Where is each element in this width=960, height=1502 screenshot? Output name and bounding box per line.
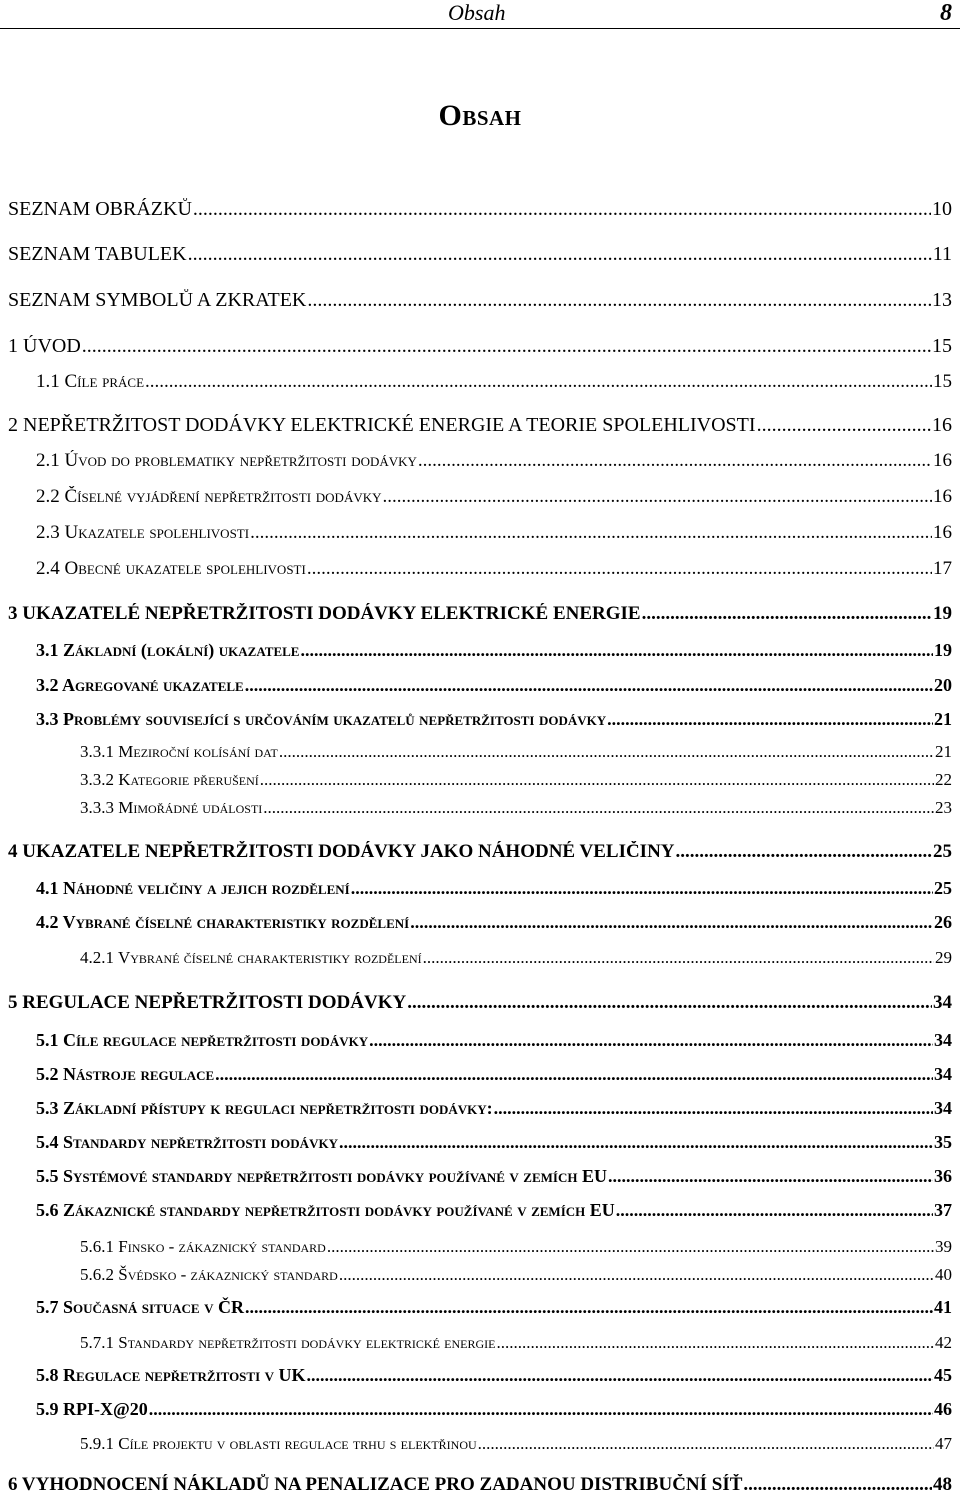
toc-entry-label: 5.8 Regulace nepřetržitosti v UK xyxy=(36,1365,306,1385)
toc-entry-label: 1.1 Cíle práce xyxy=(36,371,145,392)
toc-entry-page: 34 xyxy=(934,1064,952,1084)
toc-entry-label: 5.7.1 Standardy nepřetržitosti dodávky elektrické energie xyxy=(80,1333,496,1352)
toc-heading: Obsah xyxy=(438,99,522,132)
toc-entry-page: 34 xyxy=(933,992,952,1013)
toc-entry-label: 5.2 Nástroje regulace xyxy=(36,1064,215,1084)
toc-entry-label: 5.6 Zákaznické standardy nepřetržitosti dodávky používané v zemích EU xyxy=(36,1200,615,1220)
toc-entry[interactable] xyxy=(80,1434,952,1454)
toc-entry-page: 45 xyxy=(934,1365,952,1385)
toc-entry[interactable] xyxy=(8,414,952,437)
toc-entry-page: 34 xyxy=(934,1098,952,1118)
toc-entry[interactable] xyxy=(36,1132,952,1153)
toc-entry-page: 11 xyxy=(932,243,952,265)
toc-entry-label: 2.2 Číselné vyjádření nepřetržitosti dodávky xyxy=(36,486,382,507)
toc-entry[interactable] xyxy=(36,522,952,544)
toc-entry-label: 3.3.1 Meziroční kolísání dat xyxy=(80,742,278,761)
toc-entry[interactable] xyxy=(36,640,952,661)
toc-entry[interactable] xyxy=(36,675,952,696)
toc-entry-label: 5.7 Současná situace v ČR xyxy=(36,1297,244,1317)
toc-entry-page: 25 xyxy=(933,841,952,862)
toc-entry-page: 19 xyxy=(934,640,952,660)
toc-entry[interactable] xyxy=(36,1297,952,1318)
toc-entry[interactable] xyxy=(80,798,952,818)
toc-entry-page: 16 xyxy=(933,450,952,471)
toc-entry[interactable] xyxy=(36,1166,952,1187)
toc-entry[interactable] xyxy=(36,878,952,899)
toc-entry-page: 16 xyxy=(933,486,952,507)
toc-entry[interactable] xyxy=(8,335,952,358)
toc-entry-label: SEZNAM SYMBOLŮ A ZKRATEK xyxy=(8,289,307,311)
toc-entry-label: 5.9 RPI-X@20 xyxy=(36,1399,148,1419)
toc-entry-label: 3.1 Základní (lokální) ukazatele xyxy=(36,640,300,660)
toc-entry-label: 3.3 Problémy související s určováním ukazatelů nepřetržitosti dodávky xyxy=(36,709,607,729)
toc-entry-label: 3.3.2 Kategorie přerušení xyxy=(80,770,259,789)
running-header xyxy=(0,0,960,29)
toc-entry-page: 47 xyxy=(935,1434,952,1453)
toc-entry-page: 13 xyxy=(932,289,952,311)
toc-entry-label: SEZNAM OBRÁZKŮ xyxy=(8,198,192,220)
toc-entry-page: 21 xyxy=(935,742,952,761)
toc-entry[interactable] xyxy=(36,912,952,933)
toc-entry[interactable] xyxy=(36,486,952,508)
toc-entry[interactable] xyxy=(8,243,952,266)
toc-entry-page: 46 xyxy=(934,1399,952,1419)
toc-entry-label: 4.1 Náhodné veličiny a jejich rozdělení xyxy=(36,878,350,898)
toc-entry-page: 42 xyxy=(935,1333,952,1352)
toc-entry-page: 41 xyxy=(934,1297,952,1317)
toc-entry-page: 10 xyxy=(932,198,952,220)
toc-entry-label: 2.1 Úvod do problematiky nepřetržitosti dodávky xyxy=(36,450,417,471)
toc-entry[interactable] xyxy=(8,198,952,221)
toc-entry-label: 5.6.2 Švédsko - zákaznický standard xyxy=(80,1265,338,1284)
toc-entry-label: 3 UKAZATELÉ NEPŘETRŽITOSTI DODÁVKY ELEKTRICKÉ ENERGIE xyxy=(8,603,641,624)
toc-entry-page: 34 xyxy=(934,1030,952,1050)
toc-entry-page: 35 xyxy=(934,1132,952,1152)
toc-entry-page: 16 xyxy=(932,414,952,436)
toc-entry-label: 5.3 Základní přístupy k regulaci nepřetržitosti dodávky: xyxy=(36,1098,493,1118)
toc-entry-label: 3.3.3 Mimořádné události xyxy=(80,798,263,817)
toc-entry-page: 39 xyxy=(935,1237,952,1256)
toc-entry-page: 16 xyxy=(933,522,952,543)
toc-entry-label: 5.6.1 Finsko - zákaznický standard xyxy=(80,1237,326,1256)
toc-entry-label: 2 NEPŘETRŽITOST DODÁVKY ELEKTRICKÉ ENERGIE A TEORIE SPOLEHLIVOSTI xyxy=(8,414,756,436)
toc-entry-label: 5.1 Cíle regulace nepřetržitosti dodávky xyxy=(36,1030,369,1050)
toc-entry-label: 5 REGULACE NEPŘETRŽITOSTI DODÁVKY xyxy=(8,992,407,1013)
toc-entry-page: 21 xyxy=(934,709,952,729)
toc-entry-page: 40 xyxy=(935,1265,952,1284)
toc-entry[interactable] xyxy=(8,289,952,312)
toc-entry[interactable] xyxy=(80,1237,952,1257)
toc-entry-page: 36 xyxy=(934,1166,952,1186)
toc-entry-page: 37 xyxy=(934,1200,952,1220)
toc-entry-page: 25 xyxy=(934,878,952,898)
toc-entry-page: 17 xyxy=(933,558,952,579)
toc-entry[interactable] xyxy=(36,450,952,472)
toc-entry[interactable] xyxy=(80,948,952,968)
toc-entry[interactable] xyxy=(80,1333,952,1353)
toc-entry-label: SEZNAM TABULEK xyxy=(8,243,187,265)
toc-entry-page: 29 xyxy=(935,948,952,967)
toc-entry-label: 4.2.1 Vybrané číselné charakteristiky rozdělení xyxy=(80,948,422,967)
toc-entry[interactable] xyxy=(36,371,952,393)
toc-entry-label: 6 VYHODNOCENÍ NÁKLADŮ NA PENALIZACE PRO ZADANOU DISTRIBUČNÍ SÍŤ xyxy=(8,1474,743,1495)
toc-entry[interactable] xyxy=(8,603,952,625)
toc-entry[interactable] xyxy=(36,1200,952,1221)
toc-entry-label: 5.4 Standardy nepřetržitosti dodávky xyxy=(36,1132,338,1152)
toc-entry[interactable] xyxy=(8,992,952,1014)
toc-entry[interactable] xyxy=(80,742,952,762)
toc-entry-page: 48 xyxy=(933,1474,952,1495)
toc-entry-label: 2.4 Obecné ukazatele spolehlivosti xyxy=(36,558,306,579)
toc-entry-label: 3.2 Agregované ukazatele xyxy=(36,675,244,695)
toc-entry[interactable] xyxy=(36,558,952,580)
toc-entry[interactable] xyxy=(36,1399,952,1420)
toc-entry-label: 2.3 Ukazatele spolehlivosti xyxy=(36,522,250,543)
toc-entry[interactable] xyxy=(36,1098,952,1119)
header-page-number: 8 xyxy=(940,0,952,26)
toc-entry[interactable] xyxy=(80,1265,952,1285)
toc-entry-page: 19 xyxy=(933,603,952,624)
toc-entry-label: 1 ÚVOD xyxy=(8,335,81,357)
toc-entry[interactable] xyxy=(8,841,952,863)
toc-entry-label: 4 UKAZATELE NEPŘETRŽITOSTI DODÁVKY JAKO NÁHODNÉ VELIČINY xyxy=(8,841,675,862)
toc-entry-page: 23 xyxy=(935,798,952,817)
toc-entry-page: 26 xyxy=(934,912,952,932)
toc-entry-label: 5.9.1 Cíle projektu v oblasti regulace trhu s elektřinou xyxy=(80,1434,477,1453)
toc-entry-label: 5.5 Systémové standardy nepřetržitosti dodávky používané v zemích EU xyxy=(36,1166,607,1186)
toc-entry-page: 20 xyxy=(934,675,952,695)
toc-entry[interactable] xyxy=(80,770,952,790)
toc-entry-label: 4.2 Vybrané číselné charakteristiky rozdělení xyxy=(36,912,410,932)
toc-entry[interactable] xyxy=(8,1474,952,1496)
toc-entry-page: 22 xyxy=(935,770,952,789)
header-title: Obsah xyxy=(448,0,506,25)
toc-entry[interactable] xyxy=(36,1064,952,1085)
toc-entry[interactable] xyxy=(36,1030,952,1051)
toc-entry[interactable] xyxy=(36,1365,952,1386)
toc-entry-page: 15 xyxy=(932,335,952,357)
toc-entry-page: 15 xyxy=(933,371,952,392)
toc-entry[interactable] xyxy=(36,709,952,730)
